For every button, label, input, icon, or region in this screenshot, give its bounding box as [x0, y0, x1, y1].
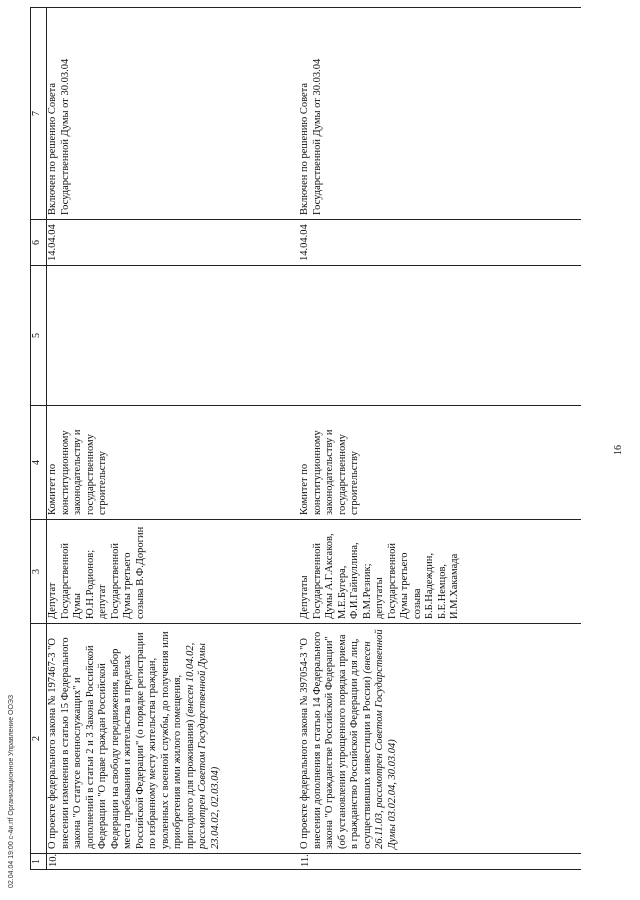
column-header: 6: [31, 220, 47, 266]
column-header: 1: [31, 854, 47, 870]
bill-note: (внесен 10.04.02, рассмотрен Советом Государственной Думы 23.04.02, 02.03.04): [184, 642, 221, 849]
bill-col5: [299, 266, 581, 406]
table-header-row: [31, 8, 47, 870]
column-header: 3: [31, 520, 47, 624]
column-header: 5: [31, 266, 47, 406]
column-header: 7: [31, 8, 47, 220]
bill-title-cell: [299, 624, 581, 854]
bill-author: Депутат Государственной Думы Ю.Н.Родионов; депутат Государственной Думы третьего созыва В.Ф.Дорогин: [47, 520, 300, 624]
bill-title: О проекте федерального закона № 397054-3 "О внесении дополнения в статью 14 Федерального закона "О гражданстве Российской Федерации" (об установлении упрощенного порядка приема в гражданство Российской Федерации для лиц, осуществивших инвестиции в России): [299, 631, 373, 849]
bill-date: 14.04.04: [47, 220, 300, 266]
bill-status: Включен по решению Совета Государственной Думы от 30.03.04: [47, 8, 300, 220]
row-number: 11.: [299, 854, 581, 870]
bill-date: 14.04.04: [299, 220, 581, 266]
page-number: 16: [613, 445, 624, 455]
bill-author: Депутаты Государственной Думы А.Г.Аксаков, М.Е.Бугера, Ф.И.Гайнуллина, В.М.Резник; депутаты Государственной Думы третьего созыва Б.Б.Надеждин, Б.Е.Немцов, И.М.Хакамада: [299, 520, 581, 624]
bill-title-cell: [47, 624, 300, 854]
column-header: 4: [31, 406, 47, 520]
bill-note: (внесен 26.11.03, рассмотрен Советом Государственной Думы 03.02.04, 30.03.04): [361, 629, 398, 849]
footer-note: 02.04.04 19:00 с-4и.rtf Организационное Управление ООЭЗ: [8, 694, 15, 888]
row-number: 10.: [47, 854, 300, 870]
bills-table: [30, 7, 581, 870]
bill-committee: Комитет по конституционному законодательству и государственному строительству: [47, 406, 300, 520]
bill-title: О проекте федерального закона № 197467-3 "О внесении изменения в статью 15 Федерального закона "О статусе военнослужащих" и дополнений в статьи 2 и 3 Закона Российской Федерации "О праве граждан Российской Федерации на свободу передвижения, выбор места пребывания и жительства в пределах Российской Федерации" (о порядке регистрации по избранному месту жительства граждан, уволенных с военной службы, до получения или приобретения ими жилого помещения, пригодного для проживания): [47, 631, 196, 849]
table-row: [47, 8, 300, 870]
column-header: 2: [31, 624, 47, 854]
bill-committee: Комитет по конституционному законодательству и государственному строительству: [299, 406, 581, 520]
bill-col5: [47, 266, 300, 406]
bill-status: Включен по решению Совета Государственной Думы от 30.03.04: [299, 8, 581, 220]
table-row: [299, 8, 581, 870]
